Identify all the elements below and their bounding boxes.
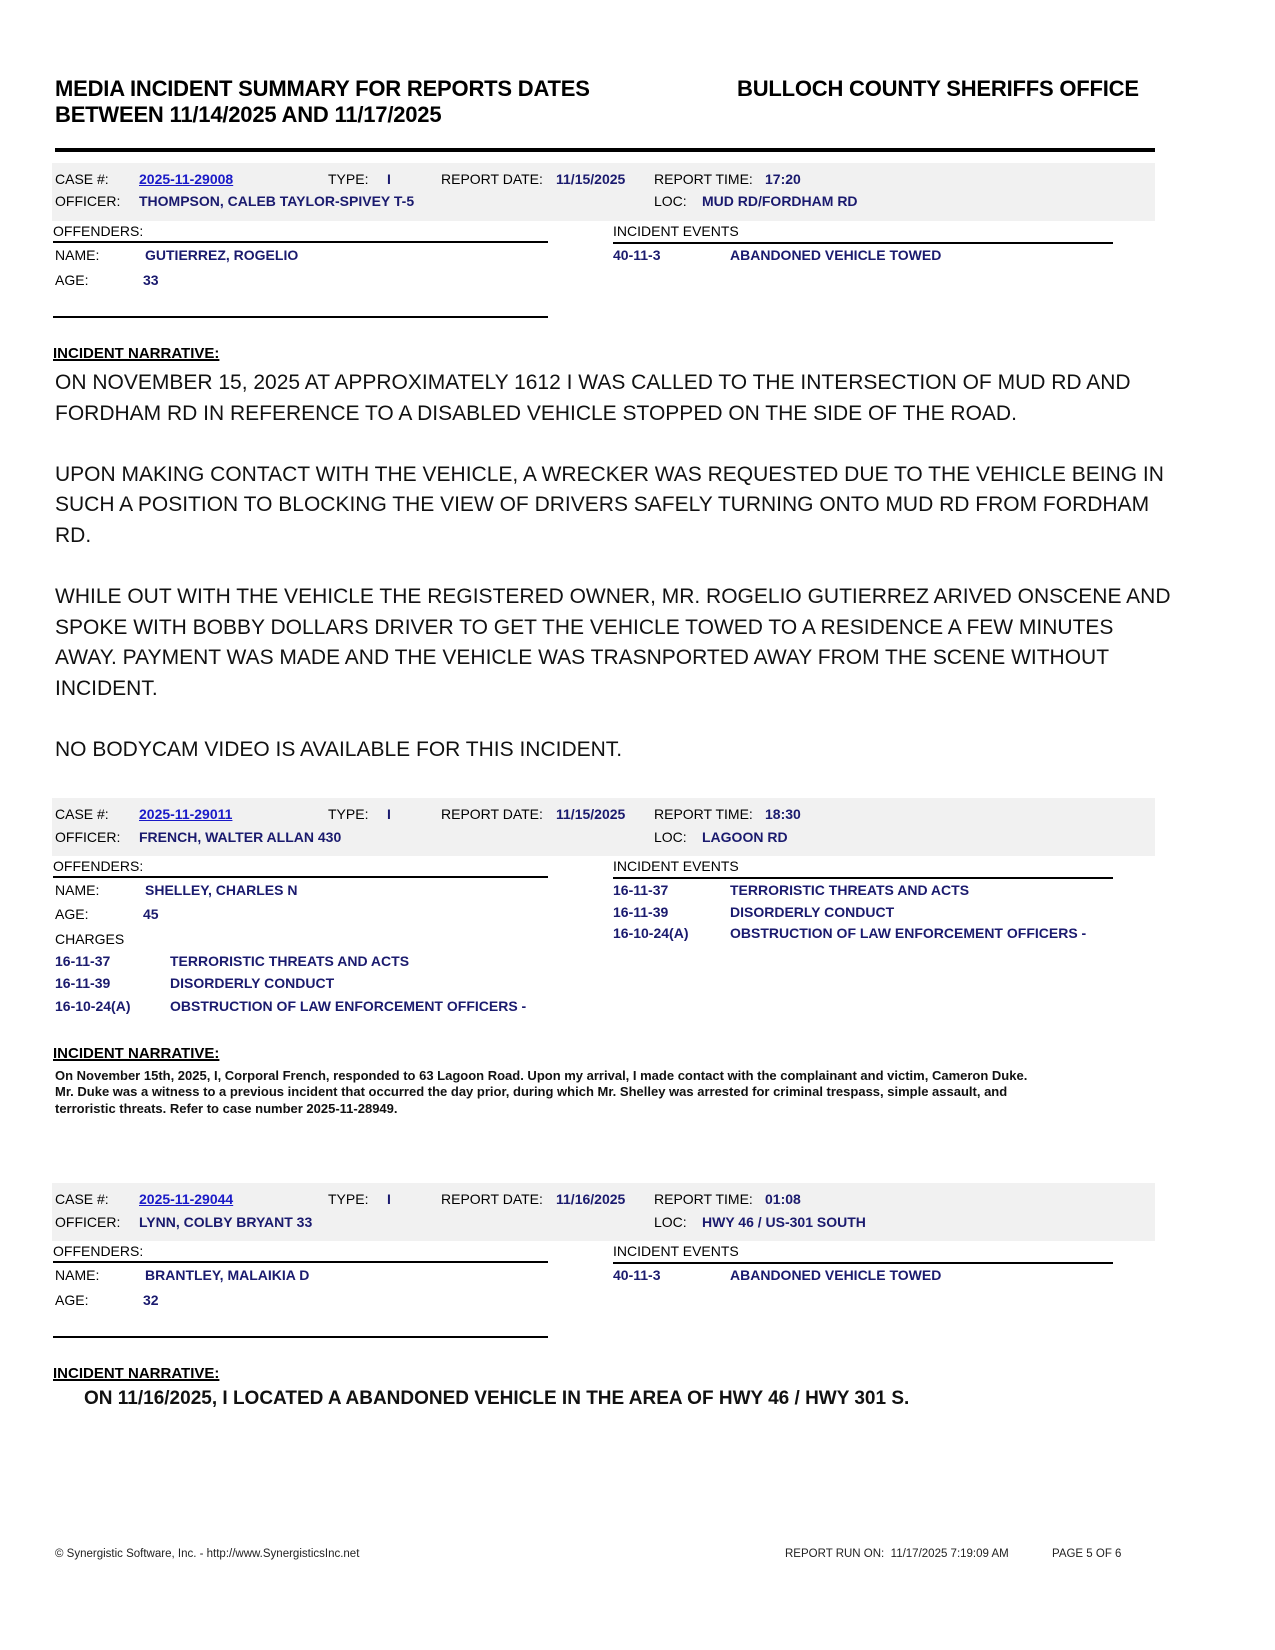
page-indicator: PAGE 5 OF 6: [1052, 1548, 1122, 1560]
event-description: TERRORISTIC THREATS AND ACTS: [730, 882, 970, 898]
case-number-link[interactable]: 2025-11-29008: [139, 171, 234, 187]
report-date-label: REPORT DATE:: [441, 171, 543, 187]
charges-heading: CHARGES: [55, 931, 125, 947]
report-time-value: 18:30: [765, 806, 801, 822]
loc-value: LAGOON RD: [702, 829, 788, 845]
age-label: AGE:: [55, 1292, 89, 1308]
incident-events-heading: INCIDENT EVENTS: [613, 858, 739, 874]
type-value: I: [387, 806, 391, 822]
offenders-heading: OFFENDERS:: [53, 1243, 144, 1259]
loc-value: MUD RD/FORDHAM RD: [702, 193, 858, 209]
event-code: 16-11-37: [613, 882, 669, 898]
case-label: CASE #:: [55, 171, 109, 187]
narrative-line: SPOKE WITH BOBBY DOLLARS DRIVER TO GET THE VEHICLE TOWED TO A RESIDENCE A FEW MINUTES: [55, 616, 1114, 639]
agency-name: BULLOCH COUNTY SHERIFFS OFFICE: [737, 76, 1139, 101]
type-value: I: [387, 171, 391, 187]
report-time-value: 01:08: [765, 1191, 801, 1207]
event-description: OBSTRUCTION OF LAW ENFORCEMENT OFFICERS -: [730, 925, 1087, 941]
charge-description: OBSTRUCTION OF LAW ENFORCEMENT OFFICERS -: [170, 998, 527, 1014]
charge-description: DISORDERLY CONDUCT: [170, 975, 335, 991]
offenders-bottom-rule: [53, 1336, 548, 1338]
offender-age: 32: [143, 1292, 159, 1308]
offenders-heading: OFFENDERS:: [53, 858, 144, 874]
narrative-line: Mr. Duke was a witness to a previous incident that occurred the day prior, during which Mr. Shelley was arrested for criminal trespass, simple assault, and: [55, 1084, 1008, 1099]
loc-value: HWY 46 / US-301 SOUTH: [702, 1214, 866, 1230]
officer-label: OFFICER:: [55, 1214, 121, 1230]
charge-code: 16-10-24(A): [55, 998, 131, 1014]
age-label: AGE:: [55, 272, 89, 288]
footer-report-run: [785, 1548, 1009, 1560]
offenders-rule: [53, 241, 548, 243]
narrative-line: terroristic threats. Refer to case number 2025-11-28949.: [55, 1101, 398, 1116]
officer-label: OFFICER:: [55, 829, 121, 845]
charge-description: TERRORISTIC THREATS AND ACTS: [170, 953, 410, 969]
narrative-line: INCIDENT.: [55, 677, 158, 700]
case-number-link[interactable]: 2025-11-29011: [139, 806, 233, 822]
narrative-line: RD.: [55, 524, 92, 547]
offender-age: 45: [143, 906, 159, 922]
offender-name: BRANTLEY, MALAIKIA D: [145, 1267, 310, 1283]
event-description: DISORDERLY CONDUCT: [730, 904, 895, 920]
report-time-value: 17:20: [765, 171, 801, 187]
incident-events-rule: [613, 242, 1113, 244]
name-label: NAME:: [55, 247, 100, 263]
incident-events-rule: [613, 1262, 1113, 1264]
offender-name: GUTIERREZ, ROGELIO: [145, 247, 299, 263]
narrative-line: ON 11/16/2025, I LOCATED A ABANDONED VEHICLE IN THE AREA OF HWY 46 / HWY 301 S.: [84, 1388, 910, 1409]
incident-events-heading: INCIDENT EVENTS: [613, 1243, 739, 1259]
type-label: TYPE:: [328, 1191, 369, 1207]
report-title-line2: BETWEEN 11/14/2025 AND 11/17/2025: [55, 102, 442, 127]
name-label: NAME:: [55, 882, 100, 898]
narrative-line: SUCH A POSITION TO BLOCKING THE VIEW OF DRIVERS SAFELY TURNING ONTO MUD RD FROM FORDHAM: [55, 493, 1150, 516]
loc-label: LOC:: [654, 829, 687, 845]
narrative-line: ON NOVEMBER 15, 2025 AT APPROXIMATELY 1612 I WAS CALLED TO THE INTERSECTION OF MUD RD AND: [55, 371, 1131, 394]
narrative-line: UPON MAKING CONTACT WITH THE VEHICLE, A WRECKER WAS REQUESTED DUE TO THE VEHICLE BEING IN: [55, 463, 1164, 486]
loc-label: LOC:: [654, 1214, 687, 1230]
age-label: AGE:: [55, 906, 89, 922]
incident-events-rule: [613, 877, 1113, 879]
footer-copyright: © Synergistic Software, Inc. - http://www.SynergisticsInc.net: [55, 1548, 360, 1560]
type-label: TYPE:: [328, 171, 369, 187]
loc-label: LOC:: [654, 193, 687, 209]
offenders-rule: [53, 876, 548, 878]
event-description: ABANDONED VEHICLE TOWED: [730, 247, 942, 263]
name-label: NAME:: [55, 1267, 100, 1283]
report-date-value: 11/15/2025: [556, 171, 626, 187]
event-code: 40-11-3: [613, 247, 661, 263]
officer-value: THOMPSON, CALEB TAYLOR-SPIVEY T-5: [139, 193, 415, 209]
header-divider: [55, 148, 1155, 152]
type-value: I: [387, 1191, 391, 1207]
event-code: 16-10-24(A): [613, 925, 689, 941]
incident-narrative-label: INCIDENT NARRATIVE:: [53, 1365, 220, 1382]
report-time-label: REPORT TIME:: [654, 1191, 753, 1207]
officer-value: FRENCH, WALTER ALLAN 430: [139, 829, 342, 845]
offenders-rule: [53, 1261, 548, 1263]
event-description: ABANDONED VEHICLE TOWED: [730, 1267, 942, 1283]
offenders-heading: OFFENDERS:: [53, 223, 144, 239]
report-date-label: REPORT DATE:: [441, 806, 543, 822]
charge-code: 16-11-37: [55, 953, 111, 969]
officer-value: LYNN, COLBY BRYANT 33: [139, 1214, 313, 1230]
report-date-label: REPORT DATE:: [441, 1191, 543, 1207]
charge-code: 16-11-39: [55, 975, 111, 991]
narrative-line: AWAY. PAYMENT WAS MADE AND THE VEHICLE WAS TRASNPORTED AWAY FROM THE SCENE WITHOUT: [55, 646, 1110, 669]
incident-narrative-label: INCIDENT NARRATIVE:: [53, 1045, 220, 1062]
type-label: TYPE:: [328, 806, 369, 822]
report-time-label: REPORT TIME:: [654, 806, 753, 822]
event-code: 16-11-39: [613, 904, 669, 920]
event-code: 40-11-3: [613, 1267, 661, 1283]
case-number-link[interactable]: 2025-11-29044: [139, 1191, 234, 1207]
incident-narrative-label: INCIDENT NARRATIVE:: [53, 345, 220, 362]
narrative-line: NO BODYCAM VIDEO IS AVAILABLE FOR THIS INCIDENT.: [55, 738, 623, 761]
case-label: CASE #:: [55, 1191, 109, 1207]
report-run-label: REPORT RUN ON:: [785, 1548, 885, 1560]
report-run-value: 11/17/2025 7:19:09 AM: [890, 1548, 1009, 1560]
offender-name: SHELLEY, CHARLES N: [145, 882, 298, 898]
officer-label: OFFICER:: [55, 193, 121, 209]
case-label: CASE #:: [55, 806, 109, 822]
narrative-line: FORDHAM RD IN REFERENCE TO A DISABLED VEHICLE STOPPED ON THE SIDE OF THE ROAD.: [55, 402, 1017, 425]
report-time-label: REPORT TIME:: [654, 171, 753, 187]
report-date-value: 11/15/2025: [556, 806, 626, 822]
incident-events-heading: INCIDENT EVENTS: [613, 223, 739, 239]
narrative-line: WHILE OUT WITH THE VEHICLE THE REGISTERED OWNER, MR. ROGELIO GUTIERREZ ARIVED ONSCENE AND: [55, 585, 1171, 608]
narrative-line: On November 15th, 2025, I, Corporal French, responded to 63 Lagoon Road. Upon my arrival, I made contact with the complainant and victim, Cameron Duke.: [55, 1068, 1028, 1083]
offenders-bottom-rule: [53, 316, 548, 318]
report-date-value: 11/16/2025: [556, 1191, 626, 1207]
offender-age: 33: [143, 272, 159, 288]
report-title-line1: MEDIA INCIDENT SUMMARY FOR REPORTS DATES: [55, 76, 590, 101]
